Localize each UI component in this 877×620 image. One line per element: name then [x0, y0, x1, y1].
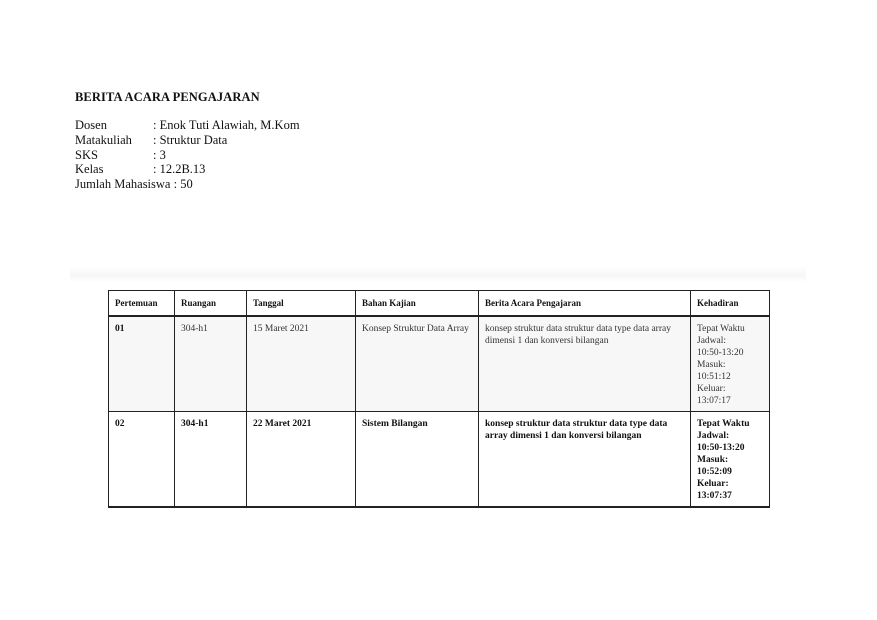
- cell-ruangan: 304-h1: [175, 316, 247, 412]
- kehadiran-jadwal-value: 10:50-13:20: [697, 443, 745, 453]
- kehadiran-jadwal-value: 10:50-13:20: [697, 348, 744, 358]
- header-ruangan: Ruangan: [175, 291, 247, 317]
- table-row: [109, 412, 770, 508]
- cell-ruangan: 304-h1: [175, 412, 247, 508]
- header-bahan-kajian: Bahan Kajian: [356, 291, 479, 317]
- cell-bahan-kajian: Sistem Bilangan: [356, 412, 479, 508]
- cell-kehadiran: [691, 316, 770, 412]
- table-row: [109, 316, 770, 412]
- divider-band: [70, 266, 806, 282]
- kehadiran-status: Tepat Waktu: [697, 419, 750, 429]
- kehadiran-keluar-label: Keluar:: [697, 479, 729, 489]
- info-row-dosen: [75, 118, 300, 133]
- kehadiran-masuk-value: 10:52:09: [697, 467, 732, 477]
- kehadiran-jadwal-label: Jadwal:: [697, 431, 730, 441]
- info-value-sks: : 3: [153, 147, 166, 162]
- info-value-matakuliah: : Struktur Data: [153, 132, 228, 147]
- kehadiran-masuk-label: Masuk:: [697, 455, 729, 465]
- cell-pertemuan: 02: [109, 412, 175, 508]
- info-value-dosen: : Enok Tuti Alawiah, M.Kom: [153, 118, 300, 132]
- info-label-dosen: Dosen: [75, 118, 107, 132]
- table-header-row: [109, 291, 770, 317]
- course-info: [75, 118, 300, 192]
- info-label-kelas: Kelas: [75, 162, 104, 177]
- cell-berita-acara: konsep struktur data struktur data type data array dimensi 1 dan konversi bilangan: [479, 316, 691, 412]
- kehadiran-status: Tepat Waktu: [697, 324, 745, 334]
- info-label-sks: SKS: [75, 147, 98, 162]
- cell-tanggal: 22 Maret 2021: [247, 412, 356, 508]
- cell-berita-acara: konsep struktur data struktur data type data array dimensi 1 dan konversi bilangan: [479, 412, 691, 508]
- header-kehadiran: Kehadiran: [691, 291, 770, 317]
- cell-bahan-kajian: Konsep Struktur Data Array: [356, 316, 479, 412]
- info-jumlah-mahasiswa: Jumlah Mahasiswa : 50: [75, 177, 193, 192]
- header-tanggal: Tanggal: [247, 291, 356, 317]
- kehadiran-masuk-value: 10:51:12: [697, 372, 731, 382]
- info-row-jumlah: [75, 177, 300, 192]
- kehadiran-jadwal-label: Jadwal:: [697, 336, 727, 346]
- kehadiran-keluar-label: Keluar:: [697, 384, 726, 394]
- info-value-kelas: : 12.2B.13: [153, 162, 206, 177]
- info-label-matakuliah: Matakuliah: [75, 132, 132, 147]
- document-title: BERITA ACARA PENGAJARAN: [75, 90, 260, 104]
- kehadiran-keluar-value: 13:07:17: [697, 396, 731, 406]
- info-row-matakuliah: [75, 133, 300, 148]
- attendance-table: [108, 290, 770, 508]
- info-row-sks: [75, 148, 300, 163]
- kehadiran-keluar-value: 13:07:37: [697, 491, 732, 501]
- cell-pertemuan: 01: [109, 316, 175, 412]
- info-row-kelas: [75, 162, 300, 177]
- cell-kehadiran: [691, 412, 770, 508]
- header-pertemuan: Pertemuan: [109, 291, 175, 317]
- kehadiran-masuk-label: Masuk:: [697, 360, 726, 370]
- header-berita-acara: Berita Acara Pengajaran: [479, 291, 691, 317]
- cell-tanggal: 15 Maret 2021: [247, 316, 356, 412]
